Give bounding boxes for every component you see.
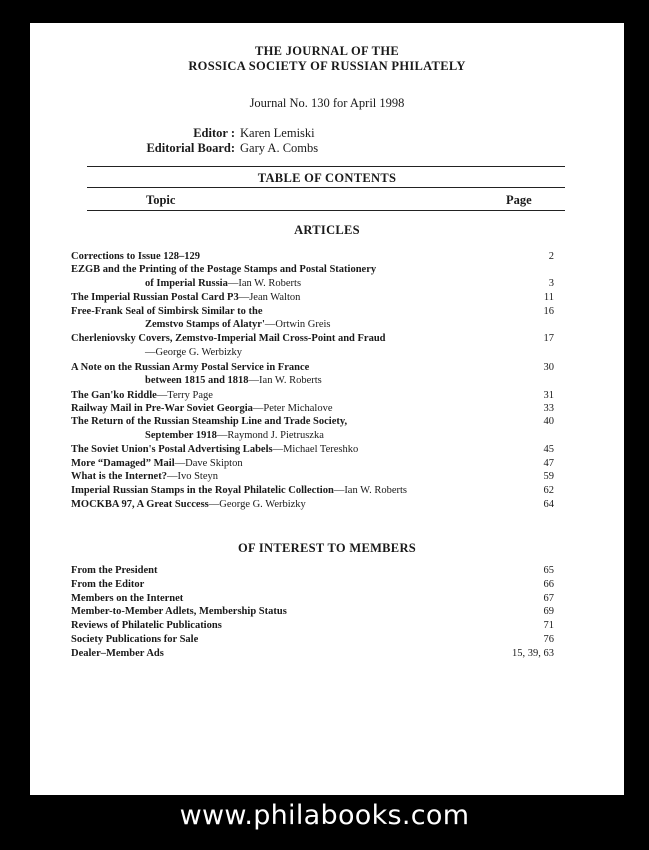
entry-page: 64 xyxy=(543,499,554,510)
entry-title: From the President xyxy=(71,565,158,576)
entry-page: 47 xyxy=(543,458,554,469)
website-watermark: www.philabooks.com xyxy=(179,800,470,831)
entry-page: 62 xyxy=(543,485,554,496)
article-entry xyxy=(71,470,554,483)
entry-author: —Ian W. Roberts xyxy=(333,485,408,496)
article-entry xyxy=(71,443,554,456)
entry-title: MOCKBA 97, A Great Success xyxy=(71,499,209,510)
entry-page: 31 xyxy=(543,390,554,401)
entry-title: Zemstvo Stamps of Alatyr' xyxy=(145,319,265,330)
article-entry xyxy=(145,346,554,359)
member-entry xyxy=(71,592,554,605)
page-column-header: Page xyxy=(506,193,532,207)
entry-title: Railway Mail in Pre-War Soviet Georgia xyxy=(71,403,253,414)
member-entry xyxy=(71,619,554,632)
article-entry xyxy=(71,457,554,470)
entry-page: 33 xyxy=(543,403,554,414)
entry-title: Reviews of Philatelic Publications xyxy=(71,620,222,632)
entry-author: —Ortwin Greis xyxy=(264,319,331,330)
entry-page: 2 xyxy=(548,251,554,262)
entry-title: The Imperial Russian Postal Card P3 xyxy=(71,292,239,303)
member-entry xyxy=(71,578,554,591)
entry-title: Cherleniovsky Covers, Zemstvo-Imperial Mail Cross-Point and Fraud xyxy=(71,333,386,344)
member-entry xyxy=(71,605,554,618)
entry-title: The Return of the Russian Steamship Line and Trade Society, xyxy=(71,416,348,427)
article-entry xyxy=(145,429,554,442)
entry-title: The Gan'ko Riddle xyxy=(71,390,157,401)
entry-author: —Peter Michalove xyxy=(252,403,333,414)
entry-page: 17 xyxy=(543,333,554,344)
entry-author: —George G. Werbizky xyxy=(208,499,306,510)
article-entry xyxy=(71,305,554,318)
entry-author: —Terry Page xyxy=(156,390,213,401)
board-label: Editorial Board: xyxy=(146,141,235,155)
article-entry xyxy=(71,402,554,415)
entry-title: between 1815 and 1818 xyxy=(145,375,249,386)
member-entry xyxy=(71,564,554,577)
article-entry xyxy=(71,291,554,304)
article-entry xyxy=(71,332,554,345)
entry-title: Corrections to Issue 128–129 xyxy=(71,251,201,262)
journal-title-line1: THE JOURNAL OF THE xyxy=(255,44,399,58)
members-heading: OF INTEREST TO MEMBERS xyxy=(237,541,417,555)
issue-line: Journal No. 130 for April 1998 xyxy=(249,96,405,110)
article-entry xyxy=(71,361,554,374)
entry-author: —Dave Skipton xyxy=(174,458,243,469)
article-entry xyxy=(145,318,554,331)
entry-page: 59 xyxy=(543,471,554,482)
entry-page: 66 xyxy=(543,578,554,590)
entry-page: 40 xyxy=(543,416,554,427)
entry-author: —Michael Tereshko xyxy=(272,444,359,455)
journal-title-line2: ROSSICA SOCIETY OF RUSSIAN PHILATELY xyxy=(188,59,466,73)
article-entry xyxy=(71,415,554,428)
entry-author: —Ivo Steyn xyxy=(166,471,218,482)
article-entry xyxy=(71,389,554,402)
divider-columns xyxy=(87,210,565,211)
entry-author: —Ian W. Roberts xyxy=(248,375,322,386)
entry-page: 3 xyxy=(548,278,554,289)
articles-heading: ARTICLES xyxy=(294,223,360,237)
article-entry xyxy=(71,250,554,263)
entry-title: Member-to-Member Adlets, Membership Status xyxy=(71,606,287,618)
entry-title: September 1918 xyxy=(145,430,217,441)
divider-top xyxy=(87,166,565,167)
entry-page: 30 xyxy=(543,362,554,373)
topic-column-header: Topic xyxy=(146,193,176,207)
entry-author: —Raymond J. Pietruszka xyxy=(216,430,324,441)
entry-title: What is the Internet? xyxy=(71,471,167,482)
entry-title: Society Publications for Sale xyxy=(71,634,199,645)
entry-page: 67 xyxy=(543,592,554,604)
toc-heading: TABLE OF CONTENTS xyxy=(257,171,397,185)
editor-label: Editor : xyxy=(193,126,235,140)
entry-page: 69 xyxy=(543,606,554,618)
article-entry xyxy=(145,277,554,290)
entry-title: of Imperial Russia xyxy=(145,278,228,289)
member-entry xyxy=(71,633,554,646)
article-entry xyxy=(145,374,554,387)
entry-title: More “Damaged” Mail xyxy=(71,458,175,469)
entry-title: A Note on the Russian Army Postal Service in France xyxy=(71,362,310,373)
article-entry xyxy=(71,498,554,511)
entry-page: 71 xyxy=(543,620,554,632)
article-entry xyxy=(71,263,554,276)
article-entry xyxy=(71,484,554,497)
entry-author: —Ian W. Roberts xyxy=(227,278,302,289)
journal-page xyxy=(30,23,624,795)
entry-title: Free-Frank Seal of Simbirsk Similar to the xyxy=(71,306,263,317)
entry-title: From the Editor xyxy=(71,578,145,590)
entry-page: 16 xyxy=(543,306,554,317)
entry-author: —Jean Walton xyxy=(238,292,301,303)
entry-title: EZGB and the Printing of the Postage Stamps and Postal Stationery xyxy=(71,264,377,275)
divider-toc xyxy=(87,187,565,188)
entry-title: The Soviet Union's Postal Advertising Labels xyxy=(71,444,273,455)
entry-title: Dealer–Member Ads xyxy=(71,647,164,659)
member-entry xyxy=(71,647,554,660)
entry-title: Members on the Internet xyxy=(71,592,184,604)
editor-name: Karen Lemiski xyxy=(240,126,315,140)
entry-page: 11 xyxy=(543,292,554,303)
entry-page: 15, 39, 63 xyxy=(512,647,554,659)
entry-page: 65 xyxy=(543,565,554,576)
entry-title: Imperial Russian Stamps in the Royal Philatelic Collection xyxy=(71,485,334,496)
entry-author: —George G. Werbizky xyxy=(145,347,243,358)
board-name: Gary A. Combs xyxy=(240,141,319,155)
entry-page: 76 xyxy=(543,634,554,645)
entry-page: 45 xyxy=(543,444,554,455)
